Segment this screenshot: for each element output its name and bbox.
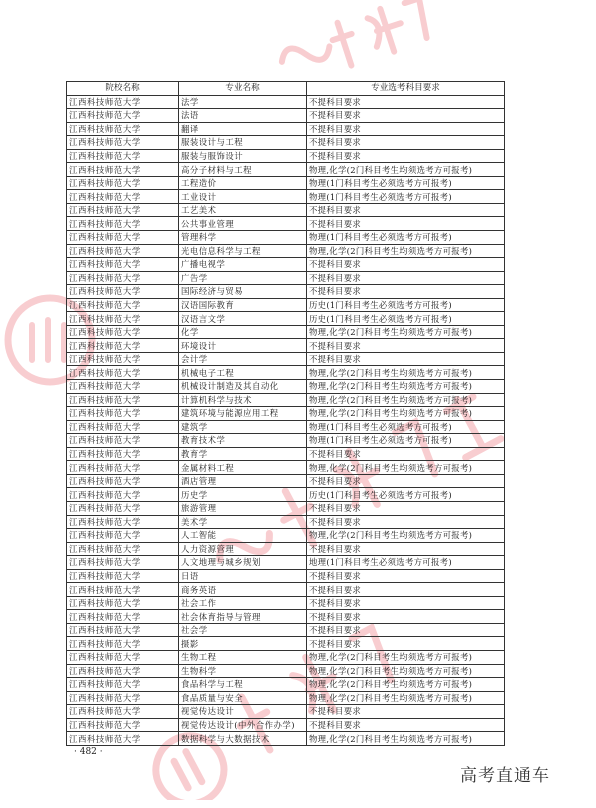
cell-subject-requirement: 历史(1门科目考生必须选考方可报考) bbox=[307, 298, 505, 312]
cell-school-name: 江西科技师范大学 bbox=[67, 610, 179, 624]
cell-subject-requirement: 物理,化学(2门科目考生均须选考方可报考) bbox=[307, 325, 505, 339]
cell-subject-requirement: 物理,化学(2门科目考生均须选考方可报考) bbox=[307, 732, 505, 746]
cell-school-name: 江西科技师范大学 bbox=[67, 623, 179, 637]
cell-subject-requirement: 不提科目要求 bbox=[307, 136, 505, 150]
cell-school-name: 江西科技师范大学 bbox=[67, 705, 179, 719]
cell-subject-requirement: 不提科目要求 bbox=[307, 271, 505, 285]
cell-major-name: 视觉传达设计 bbox=[179, 705, 307, 719]
cell-subject-requirement: 不提科目要求 bbox=[307, 623, 505, 637]
cell-school-name: 江西科技师范大学 bbox=[67, 596, 179, 610]
cell-subject-requirement: 物理(1门科目考生必须选考方可报考) bbox=[307, 190, 505, 204]
cell-subject-requirement: 不提科目要求 bbox=[307, 285, 505, 299]
subject-requirements-table bbox=[66, 81, 505, 746]
cell-major-name: 法学 bbox=[179, 95, 307, 109]
cell-school-name: 江西科技师范大学 bbox=[67, 339, 179, 353]
table-row bbox=[67, 217, 505, 231]
table-row bbox=[67, 637, 505, 651]
cell-subject-requirement: 不提科目要求 bbox=[307, 203, 505, 217]
cell-school-name: 江西科技师范大学 bbox=[67, 352, 179, 366]
cell-school-name: 江西科技师范大学 bbox=[67, 447, 179, 461]
cell-major-name: 服装设计与工程 bbox=[179, 136, 307, 150]
cell-major-name: 公共事业管理 bbox=[179, 217, 307, 231]
cell-subject-requirement: 不提科目要求 bbox=[307, 339, 505, 353]
cell-school-name: 江西科技师范大学 bbox=[67, 393, 179, 407]
cell-major-name: 人力资源管理 bbox=[179, 542, 307, 556]
table-row bbox=[67, 610, 505, 624]
table-row bbox=[67, 718, 505, 732]
table-row bbox=[67, 732, 505, 746]
cell-subject-requirement: 历史(1门科目考生必须选考方可报考) bbox=[307, 312, 505, 326]
cell-school-name: 江西科技师范大学 bbox=[67, 217, 179, 231]
cell-school-name: 江西科技师范大学 bbox=[67, 163, 179, 177]
cell-school-name: 江西科技师范大学 bbox=[67, 583, 179, 597]
cell-subject-requirement: 物理,化学(2门科目考生均须选考方可报考) bbox=[307, 529, 505, 543]
cell-major-name: 商务英语 bbox=[179, 583, 307, 597]
table-row bbox=[67, 366, 505, 380]
table-row bbox=[67, 420, 505, 434]
cell-subject-requirement: 物理,化学(2门科目考生均须选考方可报考) bbox=[307, 664, 505, 678]
table-row bbox=[67, 136, 505, 150]
table-row bbox=[67, 271, 505, 285]
cell-school-name: 江西科技师范大学 bbox=[67, 325, 179, 339]
cell-school-name: 江西科技师范大学 bbox=[67, 461, 179, 475]
cell-subject-requirement: 物理,化学(2门科目考生均须选考方可报考) bbox=[307, 407, 505, 421]
cell-school-name: 江西科技师范大学 bbox=[67, 650, 179, 664]
brand-logo-text: 高考直通车 bbox=[460, 766, 550, 786]
cell-school-name: 江西科技师范大学 bbox=[67, 109, 179, 123]
cell-school-name: 江西科技师范大学 bbox=[67, 501, 179, 515]
cell-major-name: 社会学 bbox=[179, 623, 307, 637]
table-row bbox=[67, 447, 505, 461]
cell-subject-requirement: 不提科目要求 bbox=[307, 447, 505, 461]
table-row bbox=[67, 122, 505, 136]
cell-school-name: 江西科技师范大学 bbox=[67, 190, 179, 204]
cell-subject-requirement: 不提科目要求 bbox=[307, 109, 505, 123]
cell-major-name: 建筑学 bbox=[179, 420, 307, 434]
cell-school-name: 江西科技师范大学 bbox=[67, 312, 179, 326]
cell-school-name: 江西科技师范大学 bbox=[67, 542, 179, 556]
table-row bbox=[67, 678, 505, 692]
cell-subject-requirement: 不提科目要求 bbox=[307, 95, 505, 109]
cell-major-name: 视觉传达设计(中外合作办学) bbox=[179, 718, 307, 732]
cell-major-name: 生物科学 bbox=[179, 664, 307, 678]
table-row bbox=[67, 95, 505, 109]
table-row bbox=[67, 190, 505, 204]
table-row bbox=[67, 596, 505, 610]
cell-school-name: 江西科技师范大学 bbox=[67, 474, 179, 488]
cell-subject-requirement: 物理(1门科目考生必须选考方可报考) bbox=[307, 176, 505, 190]
cell-major-name: 法语 bbox=[179, 109, 307, 123]
cell-school-name: 江西科技师范大学 bbox=[67, 122, 179, 136]
cell-major-name: 化学 bbox=[179, 325, 307, 339]
table-row bbox=[67, 650, 505, 664]
cell-subject-requirement: 地理(1门科目考生必须选考方可报考) bbox=[307, 556, 505, 570]
table-row bbox=[67, 298, 505, 312]
table-row bbox=[67, 325, 505, 339]
cell-major-name: 食品质量与安全 bbox=[179, 691, 307, 705]
cell-school-name: 江西科技师范大学 bbox=[67, 691, 179, 705]
cell-subject-requirement: 不提科目要求 bbox=[307, 258, 505, 272]
table-row bbox=[67, 393, 505, 407]
table-row bbox=[67, 515, 505, 529]
table-row bbox=[67, 529, 505, 543]
table-row bbox=[67, 542, 505, 556]
table-row bbox=[67, 163, 505, 177]
cell-subject-requirement: 物理,化学(2门科目考生均须选考方可报考) bbox=[307, 244, 505, 258]
cell-major-name: 教育技术学 bbox=[179, 434, 307, 448]
cell-school-name: 江西科技师范大学 bbox=[67, 434, 179, 448]
table-row bbox=[67, 556, 505, 570]
cell-subject-requirement: 物理,化学(2门科目考生均须选考方可报考) bbox=[307, 678, 505, 692]
watermark-seal-top bbox=[250, 0, 450, 90]
cell-major-name: 工艺美术 bbox=[179, 203, 307, 217]
cell-school-name: 江西科技师范大学 bbox=[67, 515, 179, 529]
cell-major-name: 会计学 bbox=[179, 352, 307, 366]
cell-school-name: 江西科技师范大学 bbox=[67, 366, 179, 380]
cell-school-name: 江西科技师范大学 bbox=[67, 488, 179, 502]
cell-school-name: 江西科技师范大学 bbox=[67, 569, 179, 583]
cell-subject-requirement: 物理,化学(2门科目考生均须选考方可报考) bbox=[307, 691, 505, 705]
cell-major-name: 日语 bbox=[179, 569, 307, 583]
cell-school-name: 江西科技师范大学 bbox=[67, 203, 179, 217]
table-header-row bbox=[67, 82, 505, 96]
cell-major-name: 旅游管理 bbox=[179, 501, 307, 515]
table-body bbox=[67, 95, 505, 745]
table-row bbox=[67, 231, 505, 245]
cell-subject-requirement: 不提科目要求 bbox=[307, 637, 505, 651]
cell-major-name: 历史学 bbox=[179, 488, 307, 502]
table-row bbox=[67, 691, 505, 705]
table-row bbox=[67, 176, 505, 190]
table-row bbox=[67, 312, 505, 326]
cell-subject-requirement: 不提科目要求 bbox=[307, 122, 505, 136]
table-row bbox=[67, 488, 505, 502]
cell-subject-requirement: 物理,化学(2门科目考生均须选考方可报考) bbox=[307, 393, 505, 407]
cell-subject-requirement: 不提科目要求 bbox=[307, 474, 505, 488]
cell-subject-requirement: 不提科目要求 bbox=[307, 217, 505, 231]
cell-major-name: 广播电视学 bbox=[179, 258, 307, 272]
cell-major-name: 生物工程 bbox=[179, 650, 307, 664]
table-row bbox=[67, 339, 505, 353]
cell-major-name: 社会工作 bbox=[179, 596, 307, 610]
cell-subject-requirement: 不提科目要求 bbox=[307, 718, 505, 732]
cell-subject-requirement: 物理,化学(2门科目考生均须选考方可报考) bbox=[307, 163, 505, 177]
cell-subject-requirement: 物理,化学(2门科目考生均须选考方可报考) bbox=[307, 650, 505, 664]
cell-school-name: 江西科技师范大学 bbox=[67, 732, 179, 746]
cell-school-name: 江西科技师范大学 bbox=[67, 244, 179, 258]
cell-major-name: 汉语国际教育 bbox=[179, 298, 307, 312]
table-row bbox=[67, 258, 505, 272]
cell-subject-requirement: 物理,化学(2门科目考生均须选考方可报考) bbox=[307, 366, 505, 380]
table-row bbox=[67, 461, 505, 475]
cell-major-name: 管理科学 bbox=[179, 231, 307, 245]
cell-school-name: 江西科技师范大学 bbox=[67, 149, 179, 163]
cell-major-name: 光电信息科学与工程 bbox=[179, 244, 307, 258]
cell-school-name: 江西科技师范大学 bbox=[67, 678, 179, 692]
cell-major-name: 酒店管理 bbox=[179, 474, 307, 488]
page-number: · 482 · bbox=[74, 747, 103, 757]
cell-subject-requirement: 不提科目要求 bbox=[307, 149, 505, 163]
cell-major-name: 数据科学与大数据技术 bbox=[179, 732, 307, 746]
cell-major-name: 机械设计制造及其自动化 bbox=[179, 380, 307, 394]
requirements-sheet bbox=[66, 81, 504, 746]
cell-school-name: 江西科技师范大学 bbox=[67, 298, 179, 312]
cell-subject-requirement: 不提科目要求 bbox=[307, 596, 505, 610]
cell-major-name: 环境设计 bbox=[179, 339, 307, 353]
cell-subject-requirement: 不提科目要求 bbox=[307, 583, 505, 597]
cell-school-name: 江西科技师范大学 bbox=[67, 718, 179, 732]
cell-subject-requirement: 物理,化学(2门科目考生均须选考方可报考) bbox=[307, 380, 505, 394]
cell-school-name: 江西科技师范大学 bbox=[67, 271, 179, 285]
cell-major-name: 计算机科学与技术 bbox=[179, 393, 307, 407]
cell-subject-requirement: 不提科目要求 bbox=[307, 542, 505, 556]
cell-major-name: 社会体育指导与管理 bbox=[179, 610, 307, 624]
cell-subject-requirement: 物理(1门科目考生必须选考方可报考) bbox=[307, 420, 505, 434]
cell-school-name: 江西科技师范大学 bbox=[67, 380, 179, 394]
cell-school-name: 江西科技师范大学 bbox=[67, 664, 179, 678]
table-row bbox=[67, 583, 505, 597]
cell-subject-requirement: 不提科目要求 bbox=[307, 569, 505, 583]
header-school-name: 院校名称 bbox=[67, 82, 179, 96]
table-row bbox=[67, 705, 505, 719]
cell-school-name: 江西科技师范大学 bbox=[67, 407, 179, 421]
cell-subject-requirement: 不提科目要求 bbox=[307, 610, 505, 624]
cell-major-name: 食品科学与工程 bbox=[179, 678, 307, 692]
table-row bbox=[67, 623, 505, 637]
cell-major-name: 服装与服饰设计 bbox=[179, 149, 307, 163]
cell-school-name: 江西科技师范大学 bbox=[67, 176, 179, 190]
table-row bbox=[67, 664, 505, 678]
table-row bbox=[67, 501, 505, 515]
cell-major-name: 机械电子工程 bbox=[179, 366, 307, 380]
cell-school-name: 江西科技师范大学 bbox=[67, 529, 179, 543]
table-row bbox=[67, 474, 505, 488]
table-row bbox=[67, 244, 505, 258]
table-row bbox=[67, 109, 505, 123]
table-row bbox=[67, 380, 505, 394]
cell-major-name: 金属材料工程 bbox=[179, 461, 307, 475]
cell-school-name: 江西科技师范大学 bbox=[67, 420, 179, 434]
cell-major-name: 高分子材料与工程 bbox=[179, 163, 307, 177]
cell-subject-requirement: 不提科目要求 bbox=[307, 501, 505, 515]
table-row bbox=[67, 352, 505, 366]
cell-school-name: 江西科技师范大学 bbox=[67, 556, 179, 570]
cell-major-name: 美术学 bbox=[179, 515, 307, 529]
table-row bbox=[67, 149, 505, 163]
cell-major-name: 广告学 bbox=[179, 271, 307, 285]
cell-school-name: 江西科技师范大学 bbox=[67, 95, 179, 109]
cell-subject-requirement: 不提科目要求 bbox=[307, 515, 505, 529]
cell-major-name: 国际经济与贸易 bbox=[179, 285, 307, 299]
cell-school-name: 江西科技师范大学 bbox=[67, 637, 179, 651]
cell-subject-requirement: 历史(1门科目考生必须选考方可报考) bbox=[307, 488, 505, 502]
cell-school-name: 江西科技师范大学 bbox=[67, 285, 179, 299]
cell-major-name: 摄影 bbox=[179, 637, 307, 651]
header-major-name: 专业名称 bbox=[179, 82, 307, 96]
table-row bbox=[67, 285, 505, 299]
cell-major-name: 建筑环境与能源应用工程 bbox=[179, 407, 307, 421]
table-row bbox=[67, 434, 505, 448]
table-row bbox=[67, 407, 505, 421]
cell-subject-requirement: 不提科目要求 bbox=[307, 352, 505, 366]
cell-major-name: 翻译 bbox=[179, 122, 307, 136]
cell-school-name: 江西科技师范大学 bbox=[67, 231, 179, 245]
cell-major-name: 工程造价 bbox=[179, 176, 307, 190]
cell-school-name: 江西科技师范大学 bbox=[67, 258, 179, 272]
header-subject-requirement: 专业选考科目要求 bbox=[307, 82, 505, 96]
cell-major-name: 教育学 bbox=[179, 447, 307, 461]
cell-major-name: 工业设计 bbox=[179, 190, 307, 204]
table-row bbox=[67, 569, 505, 583]
cell-major-name: 人文地理与城乡规划 bbox=[179, 556, 307, 570]
cell-subject-requirement: 物理,化学(2门科目考生均须选考方可报考) bbox=[307, 461, 505, 475]
cell-subject-requirement: 物理(1门科目考生必须选考方可报考) bbox=[307, 434, 505, 448]
cell-major-name: 汉语言文学 bbox=[179, 312, 307, 326]
cell-subject-requirement: 物理(1门科目考生必须选考方可报考) bbox=[307, 231, 505, 245]
table-row bbox=[67, 203, 505, 217]
cell-major-name: 人工智能 bbox=[179, 529, 307, 543]
cell-subject-requirement: 不提科目要求 bbox=[307, 705, 505, 719]
cell-school-name: 江西科技师范大学 bbox=[67, 136, 179, 150]
